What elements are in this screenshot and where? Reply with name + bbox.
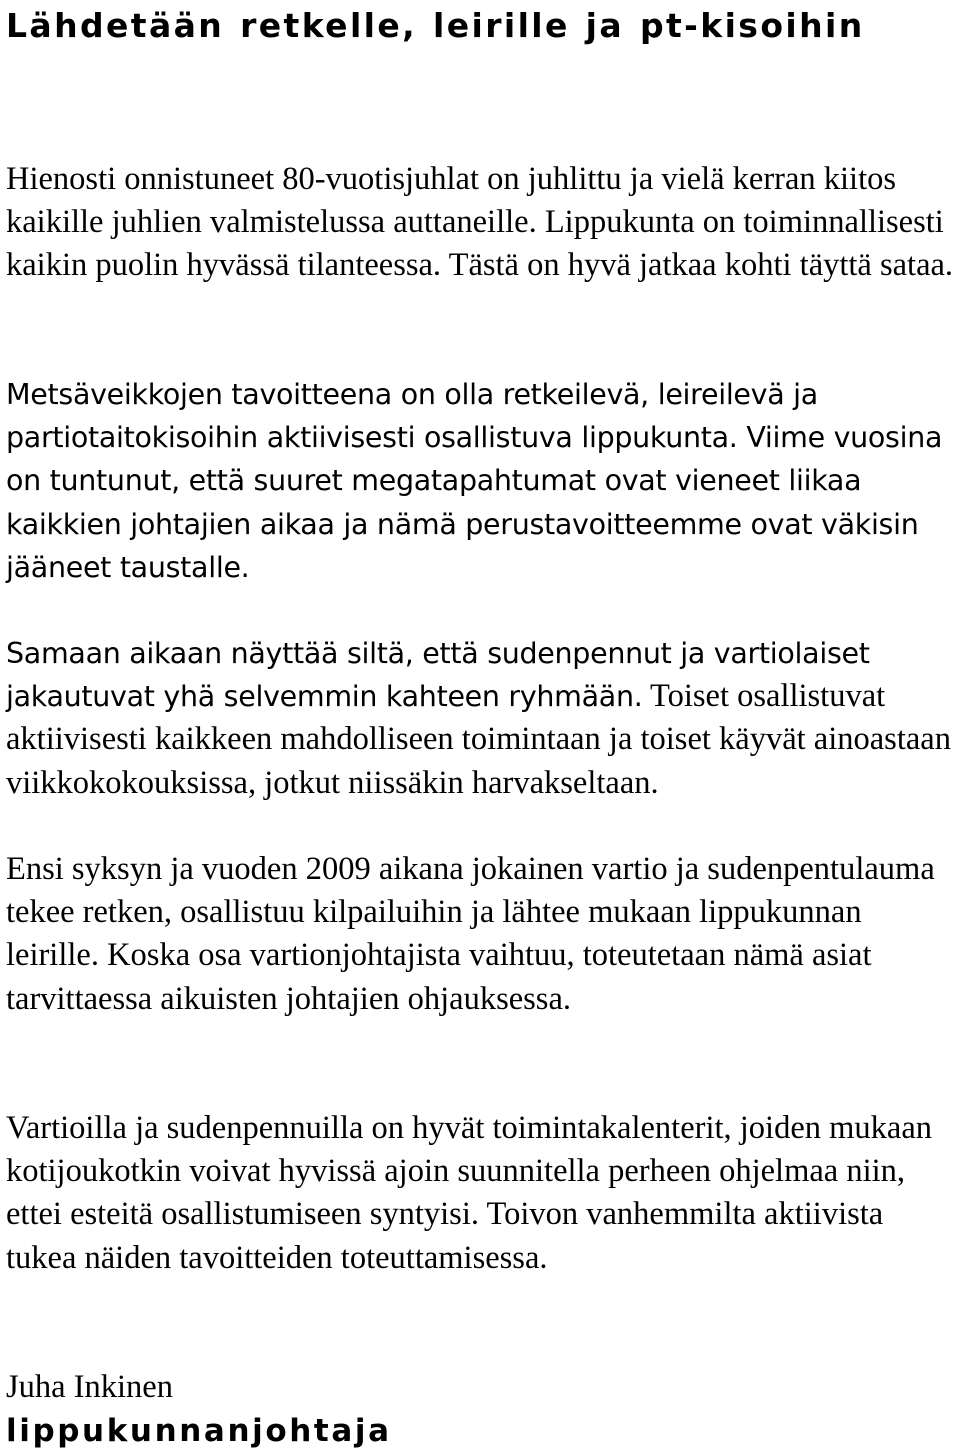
title-block — [6, 0, 886, 50]
paragraph-groups-sans-text: Samaan aikaan näyttää siltä, että sudenpennut ja vartiolaiset jakautuvat yhä selvemmin kahteen ryhmään. — [6, 637, 870, 714]
paragraph-goals — [6, 373, 958, 589]
paragraph-intro: Hienosti onnistuneet 80-vuotisjuhlat on juhlittu ja vielä kerran kiitos kaikille juhlien valmistelussa auttaneille. Lippukunta on toiminnallisesti kaikin puolin hyvässä tilanteessa. Tästä on hyvä jatkaa kohti täyttä sataa. — [6, 161, 954, 284]
paragraph-groups — [6, 632, 958, 805]
signature-block — [6, 1366, 392, 1453]
paragraph-groups-serif-text: Toiset osallistuvat aktiivisesti kaikkeen mahdolliseen toimintaan ja toiset käyvät ainoastaan viikkokokouksissa, jotkut niissäkin harvakseltaan. — [6, 678, 951, 801]
paragraph-calendars: Vartioilla ja sudenpennuilla on hyvät toimintakalenterit, joiden mukaan kotijoukotkin voivat hyvissä ajoin suunnitella perheen ohjelmaa niin, ettei esteitä osallistumiseen syntyisi. Toivon vanhemmilta aktiivista tukea näiden tavoitteiden toteuttamisessa. — [6, 1110, 933, 1276]
signature-name: Juha Inkinen — [6, 1369, 173, 1405]
article-title: Lähdetään retkelle, leirille ja pt-kisoihin — [6, 6, 865, 45]
signature-role: lippukunnanjohtaja — [6, 1413, 392, 1449]
paragraph-goals-text: Metsäveikkojen tavoitteena on olla retkeilevä, leireilevä ja partiotaitokisoihin aktiivisesti osallistuva lippukunta. Viime vuosina on tuntunut, että suuret megatapahtumat ovat vieneet liikaa kaikkien johtajien aikaa ja nämä perustavoitteemme ovat väkisin jääneet taustalle. — [6, 378, 943, 584]
paragraph-plans: Ensi syksyn ja vuoden 2009 aikana jokainen vartio ja sudenpentulauma tekee retken, osallistuu kilpailuihin ja lähtee mukaan lippukunnan leirille. Koska osa vartionjohtajista vaihtuu, toteutetaan nämä asiat tarvittaessa aikuisten johtajien ohjauksessa. — [6, 851, 935, 1017]
